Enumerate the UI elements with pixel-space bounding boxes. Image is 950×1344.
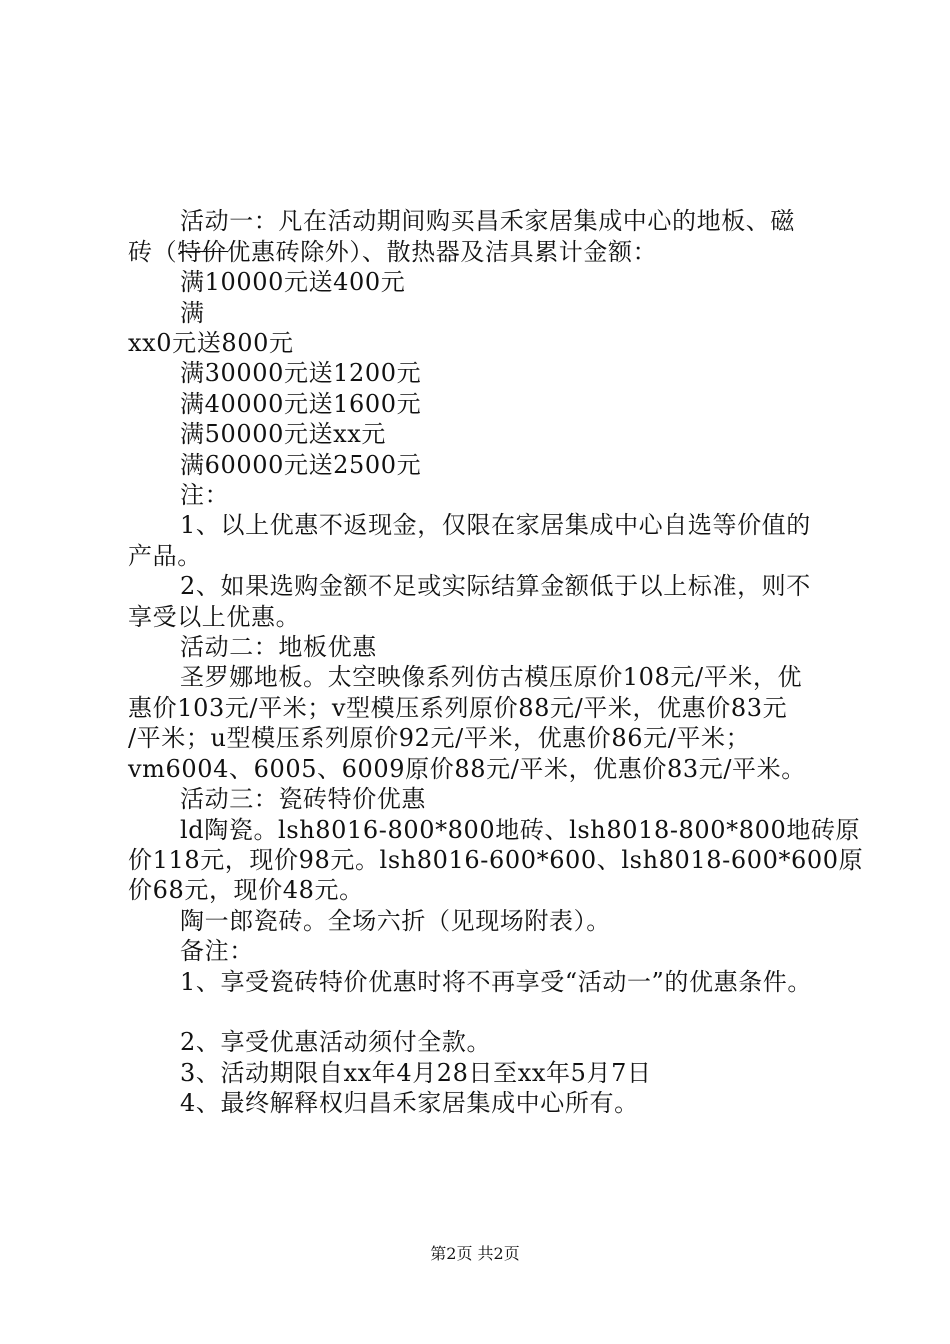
tier-10000: 满10000元送400元 <box>180 268 406 297</box>
remark-item-2: 2、享受优惠活动须付全款。 <box>180 1028 492 1057</box>
blank-line <box>128 997 836 1027</box>
activity-three-heading: 活动三：瓷砖特价优惠 <box>180 785 426 814</box>
note-heading: 注： <box>180 481 230 510</box>
tier-60000: 满60000元送2500元 <box>180 450 422 479</box>
floor-offer-paragraph: 圣罗娜地板。太空映像系列仿古模压原价108元/平米，优 <box>180 663 803 692</box>
floor-offer-line-2: 惠价103元/平米；v型模压系列原价88元/平米，优惠价83元 <box>128 693 788 722</box>
tier-40000: 满40000元送1600元 <box>180 389 422 418</box>
activity-one-paragraph: 活动一：凡在活动期间购买昌禾家居集成中心的地板、磁 <box>180 207 795 236</box>
remark-item-4: 4、最终解释权归昌禾家居集成中心所有。 <box>180 1089 639 1118</box>
taoyilang-offer: 陶一郎瓷砖。全场六折（见现场附表）。 <box>180 906 611 935</box>
floor-offer-line-4: vm6004、6005、6009原价88元/平米，优惠价83元/平米。 <box>128 754 806 783</box>
note-item-2: 2、如果选购金额不足或实际结算金额低于以上标准，则不 <box>180 572 811 601</box>
tier-xx0-prefix: 满 <box>180 298 205 327</box>
tile-offer-line-3: 价68元，现价48元。 <box>128 876 364 905</box>
remarks-heading: 备注： <box>180 937 254 966</box>
tier-30000: 满30000元送1200元 <box>180 359 422 388</box>
separator-line <box>128 176 836 206</box>
remark-item-3: 3、活动期限自xx年4月28日至xx年5月7日 <box>180 1058 652 1087</box>
short-rule <box>180 237 228 252</box>
floor-offer-line-3: /平米；u型模压系列原价92元/平米，优惠价86元/平米； <box>128 724 751 753</box>
tile-offer-paragraph: ld陶瓷。lsh8016-800*800地砖、lsh8018-800*800地砖原 <box>180 815 861 844</box>
page-footer: 第2页 共2页 <box>430 1244 520 1263</box>
tile-offer-line-2: 价118元，现价98元。lsh8016-600*600、lsh8018-600*600原 <box>128 845 864 874</box>
note-item-1: 1、以上优惠不返现金，仅限在家居集成中心自选等价值的 <box>180 511 811 540</box>
tier-xx0: xx0元送800元 <box>128 329 294 358</box>
activity-one-paragraph-continued: 砖（特价优惠砖除外）、散热器及洁具累计金额： <box>128 237 658 266</box>
activity-two-heading: 活动二：地板优惠 <box>180 633 377 662</box>
tier-50000: 满50000元送xx元 <box>180 420 387 449</box>
remark-item-1: 1、享受瓷砖特价优惠时将不再享受“活动一”的优惠条件。 <box>180 967 813 996</box>
note-item-2-continued: 享受以上优惠。 <box>128 602 301 631</box>
document-body <box>128 176 864 1119</box>
note-item-1-continued: 产品。 <box>128 541 202 570</box>
